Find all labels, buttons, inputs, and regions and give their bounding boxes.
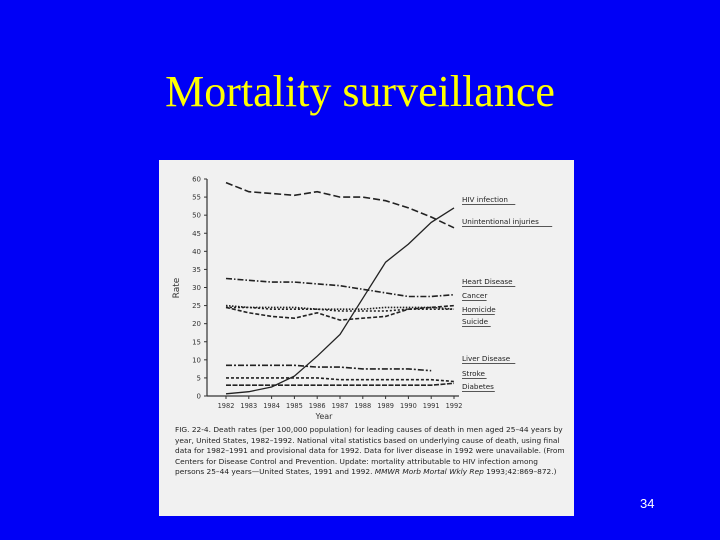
y-tick-label: 15 [192,338,201,347]
y-tick-label: 40 [192,247,201,256]
y-tick-label: 5 [196,374,201,383]
y-tick-label: 10 [192,356,201,365]
x-tick-label: 1985 [286,402,303,410]
caption-tail: 1993;42:869–872.) [483,467,557,476]
x-tick-group [218,396,463,410]
x-tick-label: 1982 [217,402,235,410]
y-axis-label: Rate [172,277,182,299]
slide-number: 34 [640,496,655,511]
y-tick-label: 60 [192,175,201,184]
y-tick-label: 50 [192,211,201,220]
series-layer [226,183,454,394]
series-line-stroke [226,378,454,382]
x-axis-label: Year [315,412,333,420]
series-label-heart-disease: Heart Disease [462,277,513,286]
series-line-liver-disease [226,365,431,370]
y-tick-label: 25 [192,302,201,311]
x-tick-label: 1987 [331,402,349,410]
series-line-unintentional-injuries [226,183,454,228]
figure-caption [175,425,567,478]
caption-text: FIG. 22-4. Death rates (per 100,000 population) for leading causes of death in men aged 25–44 years by year, United States, 1982–1992. National vital statistics based on underlying cause of death, using final data for 1982–1991 and provisional data for 1992. Data for liver disease in 1992 were unavailable. (From Centers for Disease Control and Prevention. Update: mortality attributable to HIV infection among persons 25–44 years—United States, 1991 and 1992. [175,425,565,476]
y-tick-label: 35 [192,265,201,274]
x-tick-label: 1986 [308,402,326,410]
series-line-heart-disease [226,279,454,297]
series-label-suicide: Suicide [462,317,489,326]
figure-panel [159,160,574,516]
x-tick-label: 1984 [263,402,280,410]
x-tick-label: 1992 [445,402,463,410]
series-line-suicide [226,306,454,310]
y-tick-label: 30 [192,284,201,292]
series-line-diabetes [226,383,454,385]
x-tick-label: 1988 [354,402,372,410]
y-tick-label: 55 [192,193,201,202]
legend-layer [462,195,552,392]
x-tick-label: 1983 [240,402,258,410]
series-label-cancer: Cancer [462,291,488,300]
series-label-stroke: Stroke [462,369,485,378]
y-tick-group [192,176,207,401]
caption-citation: MMWR Morb Mortal Wkly Rep [374,467,484,476]
y-tick-label: 20 [192,320,201,329]
slide-title: Mortality surveillance [165,67,555,116]
series-label-homicide: Homicide [462,305,496,314]
y-tick-label: 45 [192,229,201,238]
x-tick-label: 1989 [377,402,394,410]
mortality-line-chart [159,160,574,420]
x-tick-label: 1990 [400,402,417,410]
series-line-hiv-infection [226,208,454,394]
series-label-diabetes: Diabetes [462,382,494,391]
y-tick-label: 0 [196,392,201,401]
series-label-unintentional-injuries: Unintentional injuries [462,217,539,226]
x-tick-label: 1991 [422,402,440,410]
series-label-liver-disease: Liver Disease [462,354,511,363]
series-label-hiv-infection: HIV infection [462,195,508,204]
